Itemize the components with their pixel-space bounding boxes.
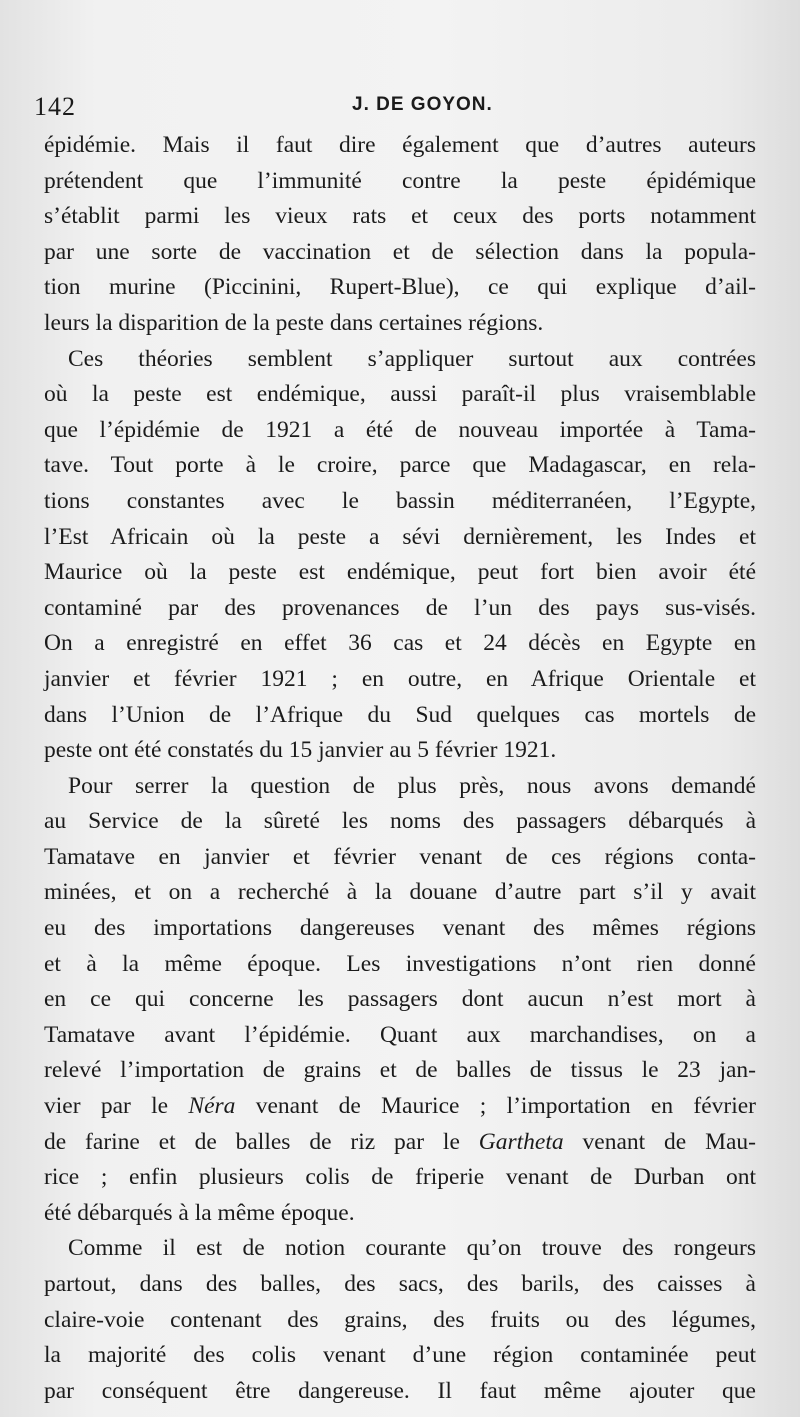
body-text — [44, 128, 756, 1409]
text-line: l’Est Africain où la peste a sévi dernièrement, les Indes et — [44, 523, 756, 550]
text-line: Maurice où la peste est endémique, peut fort bien avoir été — [44, 559, 756, 586]
text-line: rice ; enfin plusieurs colis de friperie venant de Durban ont — [44, 1164, 756, 1191]
paragraph — [44, 1231, 756, 1409]
text-line: par conséquent être dangereuse. Il faut même ajouter que — [44, 1377, 756, 1404]
text-line: contaminé par des provenances de l’un des pays sus-visés. — [44, 594, 756, 621]
text-line: que l’épidémie de 1921 a été de nouveau importée à Tama- — [44, 416, 756, 443]
text-line: peste ont été constatés du 15 janvier au 5 février 1921. — [44, 737, 557, 764]
paragraph — [44, 769, 756, 1232]
page-number: 142 — [34, 92, 76, 121]
text-line: Tamatave avant l’épidémie. Quant aux marchandises, on a — [44, 1021, 756, 1048]
text-line: dans l’Union de l’Afrique du Sud quelques cas mortels de — [44, 701, 756, 728]
text-line: et à la même époque. Les investigations n’ont rien donné — [44, 950, 756, 977]
text-line: claire-voie contenant des grains, des fruits ou des légumes, — [44, 1306, 756, 1333]
text-line: par une sorte de vaccination et de sélection dans la popula- — [44, 238, 756, 265]
text-line: eu des importations dangereuses venant des mêmes régions — [44, 915, 756, 942]
text-line: en ce qui concerne les passagers dont aucun n’est mort à — [44, 986, 756, 1013]
text-line: été débarqués à la même époque. — [44, 1199, 355, 1226]
text-line: partout, dans des balles, des sacs, des barils, des caisses à — [44, 1271, 756, 1297]
text-line: de farine et de balles de riz par le Gartheta venant de Mau- — [44, 1128, 756, 1155]
paragraph — [44, 342, 756, 769]
page-header — [34, 88, 760, 120]
text-line: relevé l’importation de grains et de balles de tissus le 23 jan- — [44, 1057, 756, 1084]
text-line: tions constantes avec le bassin méditerranéen, l’Egypte, — [44, 487, 756, 514]
text-line: Pour serrer la question de plus près, nous avons demandé — [68, 772, 756, 799]
text-line: minées, et on a recherché à la douane d’autre part s’il y avait — [44, 879, 756, 906]
text-line: la majorité des colis venant d’une région contaminée peut — [44, 1342, 756, 1369]
text-line: leurs la disparition de la peste dans certaines régions. — [44, 309, 544, 336]
running-head: J. DE GOYON. — [352, 94, 493, 115]
text-line: tave. Tout porte à le croire, parce que Madagascar, en rela- — [44, 452, 756, 479]
text-line: Ces théories semblent s’appliquer surtout aux contrées — [68, 345, 756, 372]
text-line: au Service de la sûreté les noms des passagers débarqués à — [44, 808, 756, 835]
text-line: où la peste est endémique, aussi paraît-il plus vraisemblable — [44, 381, 756, 408]
text-line: Tamatave en janvier et février venant de ces régions conta- — [44, 843, 756, 870]
text-line: janvier et février 1921 ; en outre, en Afrique Orientale et — [44, 665, 756, 692]
text-line: s’établit parmi les vieux rats et ceux des ports notamment — [44, 203, 756, 230]
text-line: On a enregistré en effet 36 cas et 24 décès en Egypte en — [44, 630, 756, 657]
paragraph — [44, 128, 756, 342]
text-line: prétendent que l’immunité contre la peste épidémique — [44, 167, 756, 194]
text-line: épidémie. Mais il faut dire également que d’autres auteurs — [44, 132, 756, 158]
text-line: Comme il est de notion courante qu’on trouve des rongeurs — [68, 1235, 756, 1262]
text-line: tion murine (Piccinini, Rupert-Blue), ce qui explique d’ail- — [44, 274, 756, 301]
text-line: vier par le Néra venant de Maurice ; l’importation en février — [44, 1093, 756, 1120]
